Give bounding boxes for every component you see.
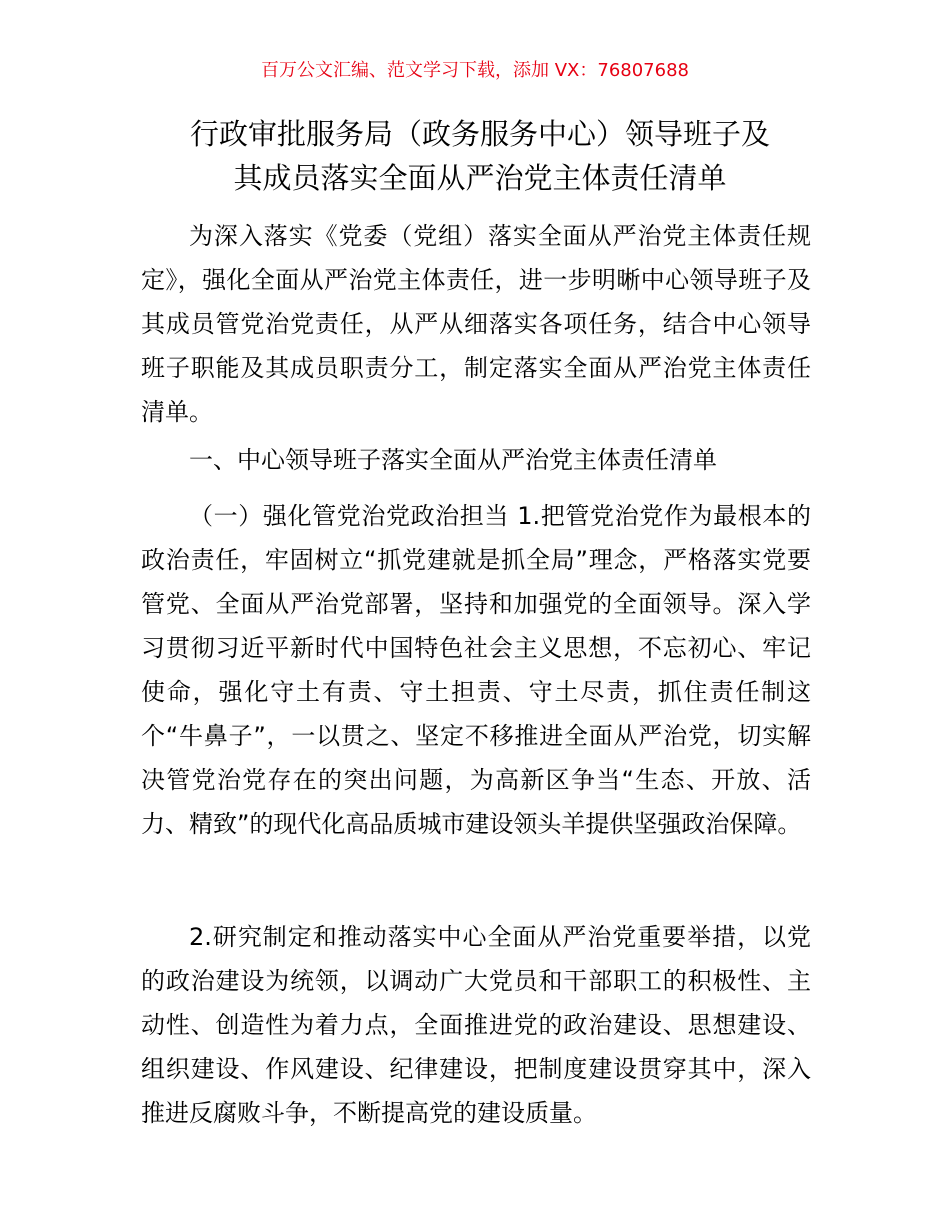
section-heading bbox=[141, 438, 811, 482]
paragraph-text: （一）强化管党治党政治担当 1.把管党治党作为最根本的政治责任，牢固树立“抓党建就是抓全局”理念，严格落实党要管党、全面从严治党部署，坚持和加强党的全面领导。深入学习贯彻习近平新时代中国特色社会主义思想，不忘初心、牢记使命，强化守土有责、守土担责、守土尽责，抓住责任制这个“牛鼻子”，一以贯之、坚定不移推进全面从严治党，切实解决管党治党存在的突出问题，为高新区争当“生态、开放、活力、精致”的现代化高品质城市建设领头羊提供坚强政治保障。 bbox=[141, 502, 811, 838]
intro-paragraph bbox=[141, 214, 811, 434]
paragraph-text: 2.研究制定和推动落实中心全面从严治党重要举措，以党的政治建设为统领，以调动广大党员和干部职工的积极性、主动性、创造性为着力点，全面推进党的政治建设、思想建设、组织建设、作风建设、纪律建设，把制度建设贯穿其中，深入推进反腐败斗争，不断提高党的建设质量。 bbox=[141, 923, 811, 1127]
document-title bbox=[140, 112, 820, 200]
section-heading-text: 一、中心领导班子落实全面从严治党主体责任清单 bbox=[189, 446, 717, 474]
watermark-header: 百万公文汇编、范文学习下载，添加 VX：76807688 bbox=[261, 60, 689, 81]
item-2-paragraph bbox=[141, 915, 811, 1135]
title-line-1: 行政审批服务局（政务服务中心）领导班子及 bbox=[189, 117, 770, 151]
title-line-2: 其成员落实全面从严治党主体责任清单 bbox=[233, 161, 727, 195]
item-1-paragraph bbox=[141, 494, 811, 846]
paragraph-text: 为深入落实《党委（党组）落实全面从严治党主体责任规定》，强化全面从严治党主体责任，进一步明晰中心领导班子及其成员管党治党责任，从严从细落实各项任务，结合中心领导班子职能及其成员职责分工，制定落实全面从严治党主体责任清单。 bbox=[141, 222, 811, 426]
